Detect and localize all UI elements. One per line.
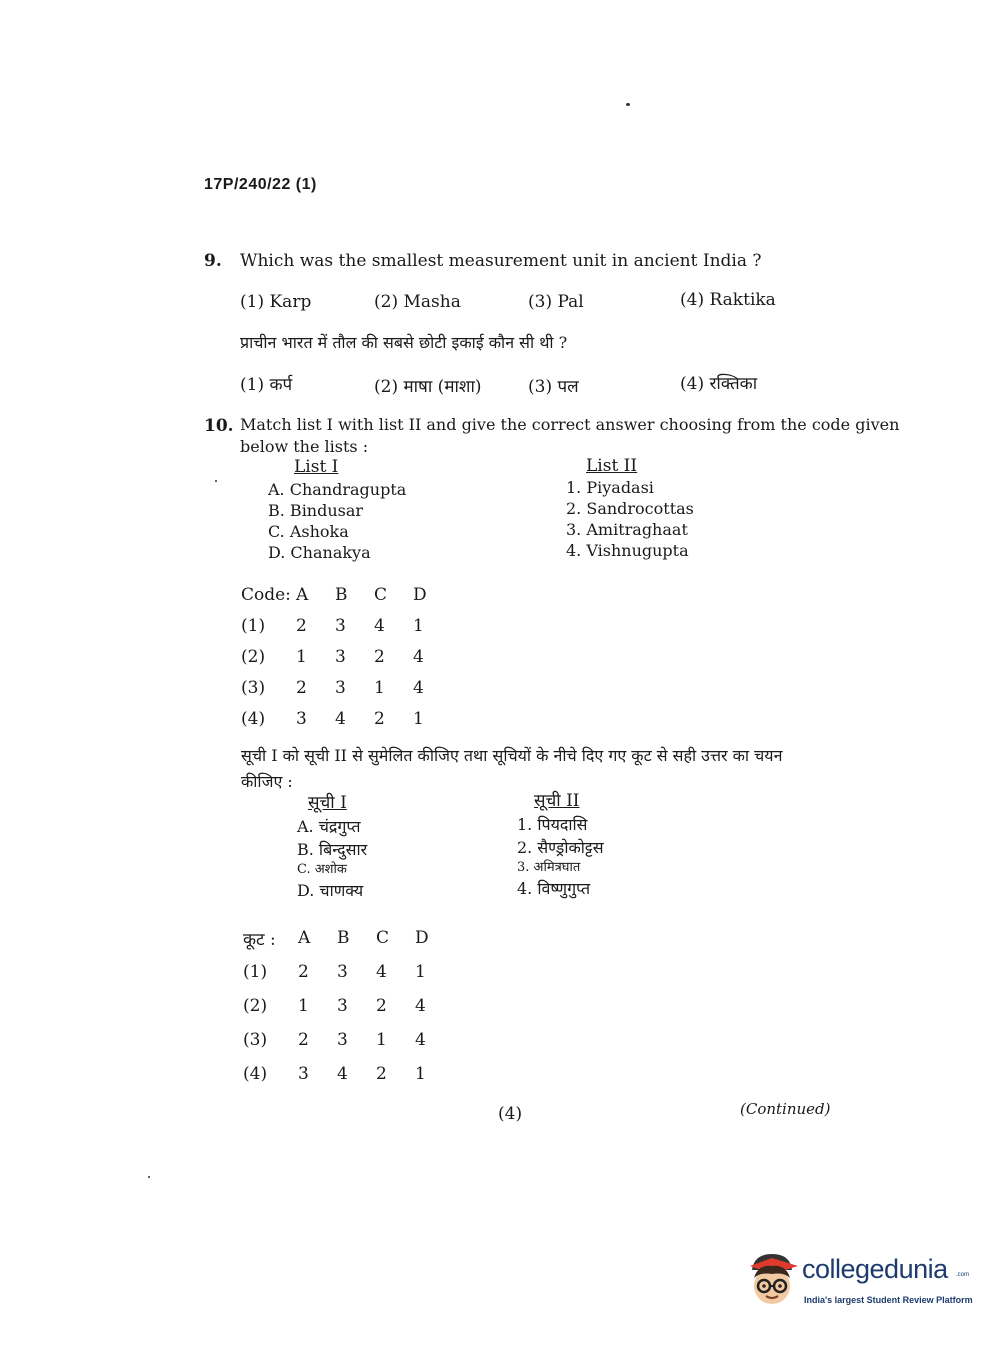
code-header-row: [241, 579, 452, 610]
code-cell: 2: [374, 646, 385, 667]
q10-text-en-line2: below the lists :: [240, 437, 369, 456]
code-row-label: (2): [243, 996, 268, 1016]
code-cell: 3: [337, 962, 348, 982]
code-cell: 3: [335, 646, 346, 667]
code-col-a: A: [298, 928, 311, 948]
code-row-label: (1): [241, 615, 266, 636]
code-col-b: B: [337, 928, 350, 948]
code-cell: 1: [376, 1030, 387, 1050]
q9-option-hi-4: (4) रक्तिका: [680, 374, 758, 394]
q9-option-hi-3: (3) पल: [528, 377, 579, 397]
list1-title-en: List I: [294, 457, 339, 477]
list1-en-item: D. Chanakya: [268, 543, 371, 562]
code-row: [243, 1057, 454, 1091]
q9-option-hi-1: (1) कर्प: [240, 375, 293, 395]
page-number: (4): [498, 1104, 523, 1124]
code-cell: 4: [376, 962, 387, 982]
code-col-d: D: [413, 584, 427, 605]
list2-en-item: 1. Piyadasi: [566, 478, 654, 497]
q10-text-en-line1: Match list I with list II and give the correct answer choosing from the code given: [240, 415, 900, 434]
list2-en-item: 3. Amitraghaat: [566, 520, 688, 539]
code-cell: 4: [415, 1030, 426, 1050]
code-cell: 1: [413, 615, 424, 636]
paper-code: 17P/240/22 (1): [204, 176, 317, 193]
list1-hi-item: C. अशोक: [297, 862, 347, 877]
code-cell: 1: [415, 1064, 426, 1084]
scan-speck: [215, 480, 217, 482]
q10-number: 10.: [204, 416, 234, 436]
code-col-a: A: [296, 584, 309, 605]
q9-option-en-3: (3) Pal: [528, 292, 584, 312]
list2-hi-item: 2. सैण्ड्रोकोट्टस: [517, 838, 604, 857]
code-cell: 2: [376, 1064, 387, 1084]
code-row: [241, 672, 452, 703]
q9-option-hi-2: (2) माषा (माशा): [374, 377, 482, 397]
list2-en: [566, 477, 694, 561]
code-row-label: (3): [241, 677, 266, 698]
list2-title-en: List II: [586, 456, 638, 476]
code-cell: 4: [415, 996, 426, 1016]
list1-hi-item: B. बिन्दुसार: [297, 840, 368, 859]
code-cell: 4: [337, 1064, 348, 1084]
code-cell: 4: [413, 677, 424, 698]
code-cell: 3: [337, 1030, 348, 1050]
code-label: Code:: [241, 584, 291, 605]
list1-en-item: A. Chandragupta: [268, 480, 407, 499]
code-cell: 3: [296, 708, 307, 729]
code-cell: 2: [374, 708, 385, 729]
code-table-en: [241, 579, 452, 734]
collegedunia-watermark[interactable]: [744, 1248, 974, 1318]
list1-hi-item: D. चाणक्य: [297, 881, 364, 900]
q9-option-en-2: (2) Masha: [374, 292, 461, 312]
code-row: [241, 703, 452, 734]
code-cell: 3: [335, 677, 346, 698]
list1-hi-item: A. चंद्रगुप्त: [297, 817, 361, 836]
code-cell: 2: [376, 996, 387, 1016]
q9-number: 9.: [204, 251, 222, 271]
code-col-c: C: [374, 584, 388, 605]
code-cell: 2: [298, 1030, 309, 1050]
code-cell: 1: [374, 677, 385, 698]
code-cell: 3: [298, 1064, 309, 1084]
list1-en: [268, 479, 406, 563]
scan-speck: [626, 103, 630, 106]
list1-en-item: B. Bindusar: [268, 501, 364, 520]
scan-speck: [148, 1176, 150, 1178]
code-cell: 1: [415, 962, 426, 982]
code-row: [243, 989, 454, 1023]
list2-title-hi: सूची II: [534, 791, 580, 811]
list2-en-item: 2. Sandrocottas: [566, 499, 694, 518]
code-cell: 4: [335, 708, 346, 729]
brand-tagline: India's largest Student Review Platform: [804, 1295, 973, 1305]
code-cell: 2: [296, 677, 307, 698]
brand-domain: .com: [956, 1272, 970, 1278]
list2-hi-item: 1. पियदासि: [517, 815, 588, 834]
code-row-label: (3): [243, 1030, 268, 1050]
list2-hi-item: 4. विष्णुगुप्त: [517, 879, 591, 898]
code-cell: 2: [298, 962, 309, 982]
code-row-label: (4): [243, 1064, 268, 1084]
code-row: [241, 610, 452, 641]
q10-text-hi-line1: सूची I को सूची II से सुमेलित कीजिए तथा सूचियों के नीचे दिए गए कूट से सही उत्तर का चयन: [241, 746, 783, 765]
list1-title-hi: सूची I: [308, 793, 347, 813]
q9-text-en: Which was the smallest measurement unit in ancient India ?: [240, 251, 762, 271]
mascot-icon: [744, 1248, 800, 1312]
code-cell: 4: [413, 646, 424, 667]
code-cell: 1: [298, 996, 309, 1016]
q9-text-hi: प्राचीन भारत में तौल की सबसे छोटी इकाई कौन सी थी ?: [240, 333, 568, 352]
code-label: कूट :: [243, 929, 276, 950]
continued-label: (Continued): [740, 1100, 831, 1118]
code-col-b: B: [335, 584, 348, 605]
code-cell: 1: [296, 646, 307, 667]
code-row: [241, 641, 452, 672]
code-row-label: (2): [241, 646, 266, 667]
code-row: [243, 1023, 454, 1057]
list1-en-item: C. Ashoka: [268, 522, 349, 541]
code-col-d: D: [415, 928, 429, 948]
code-cell: 3: [337, 996, 348, 1016]
q9-option-en-1: (1) Karp: [240, 292, 312, 312]
code-row: [243, 955, 454, 989]
code-cell: 2: [296, 615, 307, 636]
list2-en-item: 4. Vishnugupta: [566, 541, 689, 560]
list1-hi: [297, 815, 367, 902]
q10-text-hi-line2: कीजिए :: [241, 772, 293, 791]
code-cell: 1: [413, 708, 424, 729]
code-cell: 3: [335, 615, 346, 636]
code-row-label: (4): [241, 708, 266, 729]
list2-hi-item: 3. अमित्रघात: [517, 860, 581, 875]
code-cell: 4: [374, 615, 385, 636]
brand-name: collegedunia: [802, 1254, 948, 1284]
code-header-row: [243, 921, 454, 955]
code-row-label: (1): [243, 962, 268, 982]
list2-hi: [517, 813, 604, 900]
code-table-hi: [243, 921, 454, 1091]
code-col-c: C: [376, 928, 390, 948]
q9-option-en-4: (4) Raktika: [680, 290, 776, 310]
